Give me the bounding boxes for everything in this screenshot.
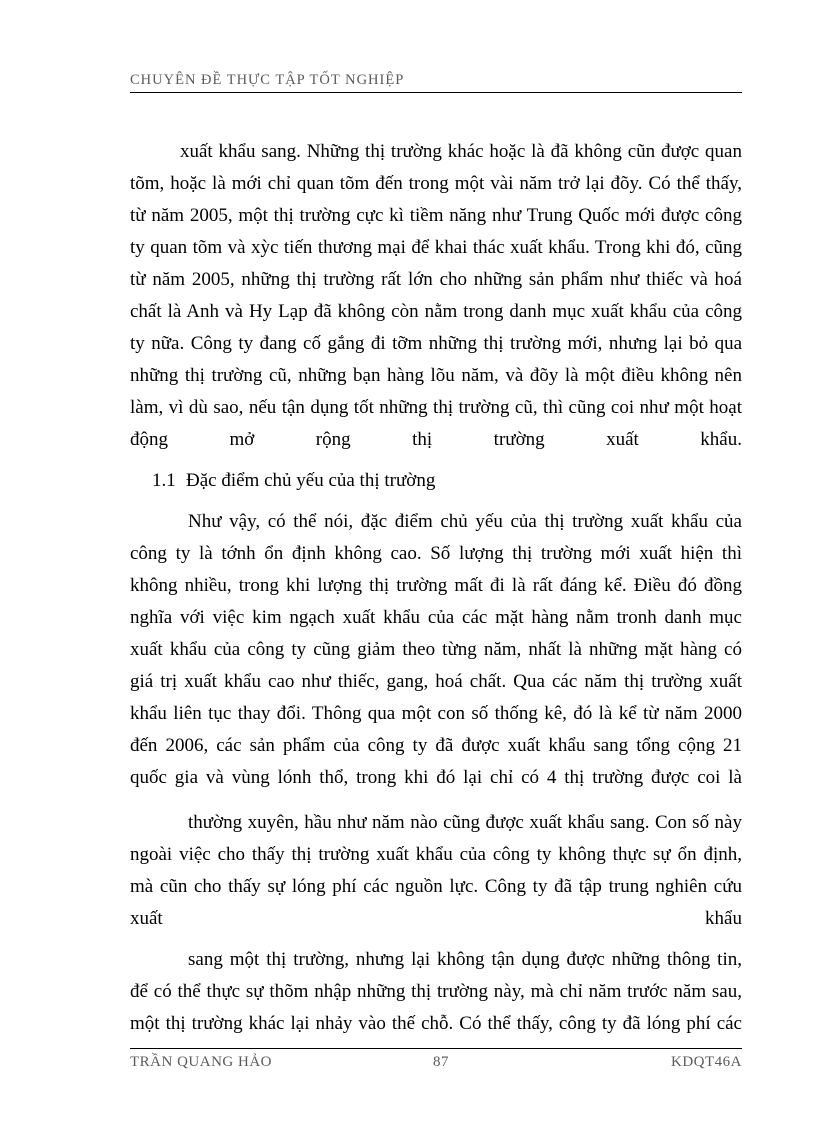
text-line: một thị trường khác lại nhảy vào thế chỗ. Có thể thấy, công ty đã lóng phí các bbox=[130, 1013, 742, 1034]
text-line: mà cũn cho thấy sự lóng phí các nguồn lực. Công ty đã tập trung nghiên cứu bbox=[130, 876, 742, 897]
text-line: ngoài việc cho thấy thị trường xuất khẩu của công ty không thực sự ổn định, bbox=[130, 844, 742, 865]
text-line: những thị trường cũ, những bạn hàng lõu năm, và đõy là một điều không nên bbox=[130, 365, 742, 386]
text-line: thường xuyên, hầu như năm nào cũng được xuất khẩu sang. Con số này bbox=[188, 812, 742, 833]
text-line: nghĩa với việc kim ngạch xuất khẩu của các mặt hàng nằm tronh danh mục bbox=[130, 607, 742, 628]
section-heading bbox=[152, 465, 742, 497]
paragraph-1 bbox=[130, 136, 742, 456]
text-line: xuất khẩu của công ty cũng giảm theo từng năm, nhất là những mặt hàng có bbox=[130, 639, 742, 660]
text-line: động mở rộng thị trường xuất khẩu. bbox=[130, 429, 742, 450]
footer-author: TRẦN QUANG HẢO bbox=[130, 1054, 272, 1070]
footer-divider bbox=[130, 1048, 742, 1049]
paragraph-2 bbox=[130, 506, 742, 794]
text-line: ty nữa. Công ty đang cố gắng đi tỡm những thị trường mới, nhưng lại bỏ qua bbox=[130, 333, 742, 354]
paragraph-4 bbox=[130, 944, 742, 1040]
footer-class-code: KDQT46A bbox=[671, 1054, 742, 1070]
section-number: 1.1 bbox=[152, 470, 176, 491]
text-line: đến 2006, các sản phẩm của công ty đã được xuất khẩu sang tổng cộng 21 bbox=[130, 735, 742, 756]
text-line: ty quan tõm và xỳc tiến thương mại để khai thác xuất khẩu. Trong khi đó, cũng bbox=[130, 237, 742, 258]
section-title: Đặc điểm chủ yếu của thị trường bbox=[186, 470, 436, 491]
text-line: từ năm 2005, một thị trường cực kì tiềm năng như Trung Quốc mới được công bbox=[130, 205, 742, 226]
text-line: Như vậy, có thể nói, đặc điểm chủ yếu của thị trường xuất khẩu của bbox=[188, 511, 742, 532]
text-line: xuất khẩu bbox=[130, 908, 742, 929]
paragraph-3 bbox=[130, 807, 742, 935]
text-line: từ năm 2005, những thị trường rất lớn cho những sản phẩm như thiếc và hoá bbox=[130, 269, 742, 290]
page-number: 87 bbox=[433, 1054, 449, 1070]
header-title: CHUYÊN ĐỀ THỰC TẬP TỐT NGHIỆP bbox=[130, 72, 405, 88]
text-line: công ty là tớnh ổn định không cao. Số lượng thị trường mới xuất hiện thì bbox=[130, 543, 742, 564]
text-line: quốc gia và vùng lónh thổ, trong khi đó lại chỉ có 4 thị trường được coi là bbox=[130, 767, 742, 788]
text-line: khẩu liên tục thay đổi. Thông qua một con số thống kê, đó là kể từ năm 2000 bbox=[130, 703, 742, 724]
text-line: không nhiều, trong khi lượng thị trường mất đi là rất đáng kể. Điều đó đồng bbox=[130, 575, 742, 596]
text-line: sang một thị trường, nhưng lại không tận dụng được những thông tin, bbox=[188, 949, 742, 970]
text-line: xuất khẩu sang. Những thị trường khác hoặc là đã không cũn được quan bbox=[180, 141, 742, 162]
text-line: tõm, hoặc là mới chỉ quan tõm đến trong một vài năm trở lại đõy. Có thể thấy, bbox=[130, 173, 742, 194]
header-divider bbox=[130, 92, 742, 93]
text-line: giá trị xuất khẩu cao như thiếc, gang, hoá chất. Qua các năm thị trường xuất bbox=[130, 671, 742, 692]
text-line: để có thể thực sự thõm nhập những thị trường này, mà chỉ năm trước năm sau, bbox=[130, 981, 742, 1002]
text-line: chất là Anh và Hy Lạp đã không còn nằm trong danh mục xuất khẩu của công bbox=[130, 301, 742, 322]
text-line: làm, vì dù sao, nếu tận dụng tốt những thị trường cũ, thì cũng coi như một hoạt bbox=[130, 397, 742, 418]
